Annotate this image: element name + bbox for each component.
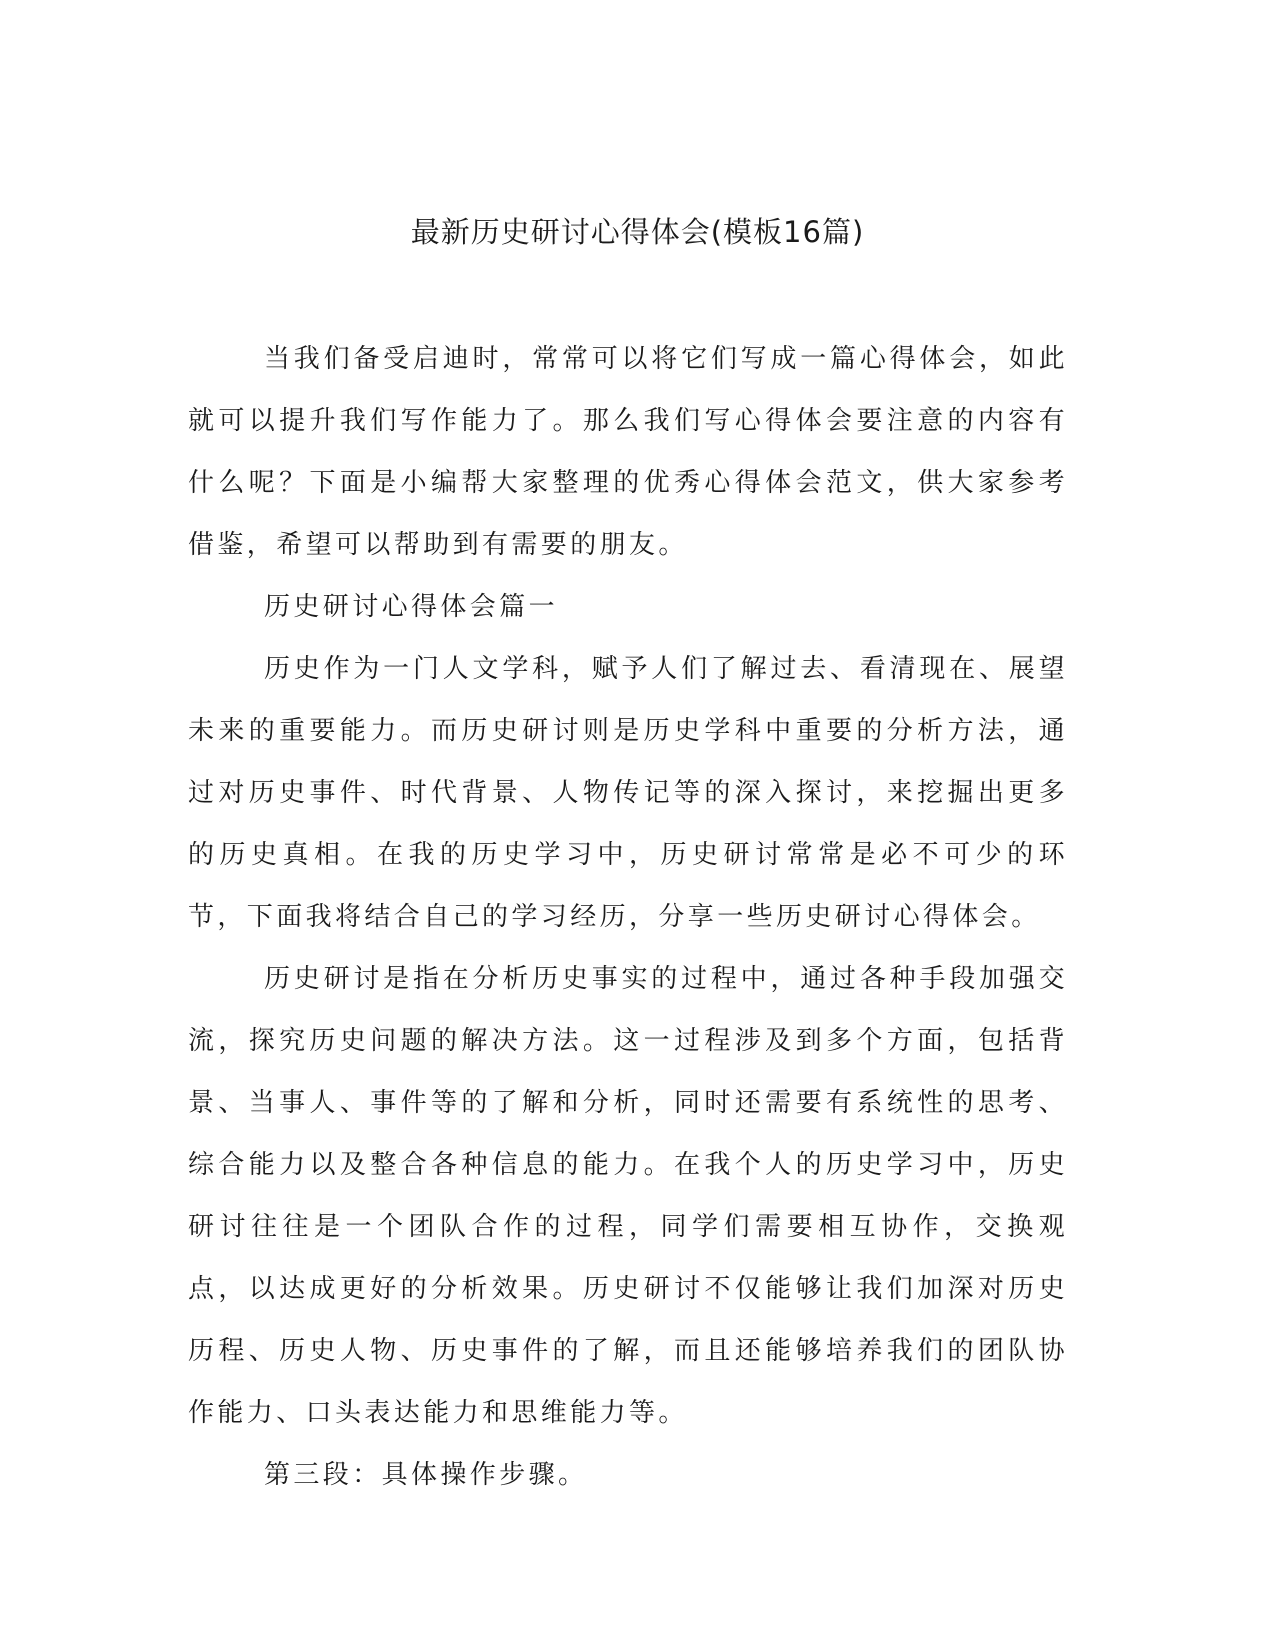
body-paragraph-1: 历史作为一门人文学科，赋予人们了解过去、看清现在、展望未来的重要能力。而历史研讨则是历史学科中重要的分析方法，通过对历史事件、时代背景、人物传记等的深入探讨，来挖掘出更多的历史真相。在我的历史学习中，历史研讨常常是必不可少的环节，下面我将结合自己的学习经历，分享一些历史研讨心得体会。 [188, 654, 1068, 932]
section-heading: 历史研讨心得体会篇一 [264, 592, 559, 622]
document-title: 最新历史研讨心得体会(模板16篇) [410, 215, 865, 249]
step-heading: 第三段：具体操作步骤。 [264, 1460, 588, 1490]
intro-paragraph: 当我们备受启迪时，常常可以将它们写成一篇心得体会，如此就可以提升我们写作能力了。那么我们写心得体会要注意的内容有什么呢？下面是小编帮大家整理的优秀心得体会范文，供大家参考借鉴，希望可以帮助到有需要的朋友。 [188, 344, 1068, 560]
body-paragraph-2: 历史研讨是指在分析历史事实的过程中，通过各种手段加强交流，探究历史问题的解决方法。这一过程涉及到多个方面，包括背景、当事人、事件等的了解和分析，同时还需要有系统性的思考、综合能力以及整合各种信息的能力。在我个人的历史学习中，历史研讨往往是一个团队合作的过程，同学们需要相互协作，交换观点，以达成更好的分析效果。历史研讨不仅能够让我们加深对历史历程、历史人物、历史事件的了解，而且还能够培养我们的团队协作能力、口头表达能力和思维能力等。 [188, 964, 1068, 1428]
document-body [188, 328, 1068, 1506]
